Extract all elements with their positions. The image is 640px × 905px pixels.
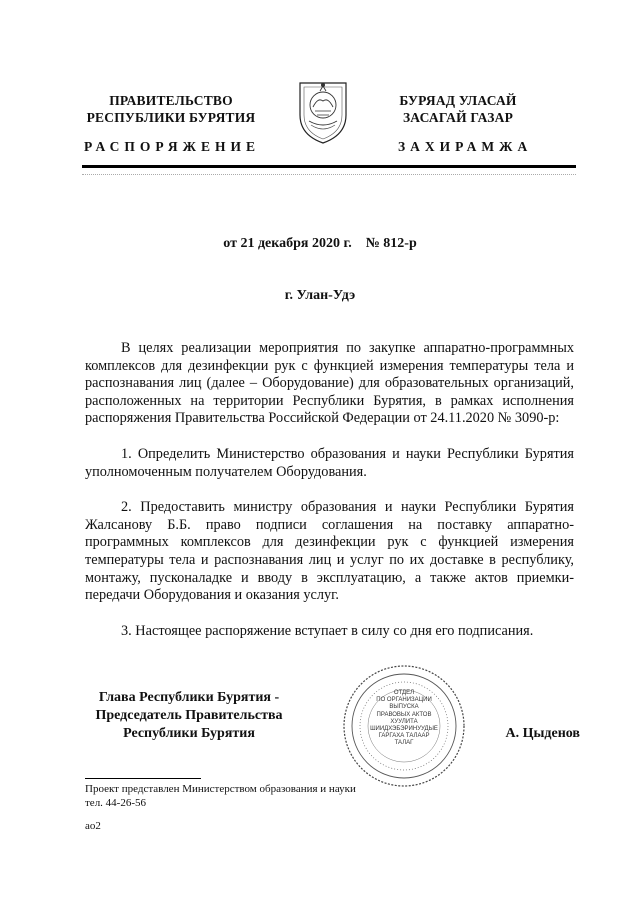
footer-code: ао2 — [85, 820, 101, 832]
item-3-paragraph: 3. Настоящее распоряжение вступает в силу со дня его подписания. — [121, 622, 534, 639]
signatory-position-line1: Глава Республики Бурятия - — [98, 690, 280, 705]
header-rule-thick — [82, 165, 576, 168]
government-title-bua — [378, 92, 538, 126]
footer-phone: тел. 44-26-56 — [85, 797, 147, 809]
government-title-ru — [78, 92, 264, 126]
coat-of-arms-icon — [296, 77, 350, 145]
stamp-text-7: ГАРГАХА ТАЛААР — [378, 733, 430, 740]
stamp-text-1: ОТДЕЛ — [393, 690, 415, 696]
order-body — [85, 340, 574, 640]
government-title-ru-line2: РЕСПУБЛИКИ БУРЯТИЯ — [86, 110, 256, 125]
stamp-text-6: ШИИДХЭБЭРИНУУДЫЕ — [370, 726, 438, 733]
order-city: г. Улан-Удэ — [284, 288, 356, 303]
footer-note: Проект представлен Министерством образования и науки — [85, 783, 356, 795]
doc-type-bua: ЗАХИРАМЖА — [398, 139, 533, 154]
stamp-text-4: ПРАВОВЫХ АКТОВ — [376, 711, 432, 718]
signatory-position-line3: Республики Бурятия — [123, 726, 255, 741]
stamp-text-2: ПО ОРГАНИЗАЦИИ — [376, 697, 432, 704]
footer-rule — [85, 778, 201, 779]
header-rule-dotted — [82, 174, 576, 175]
signatory-position-line2: Председатель Правительства — [95, 708, 283, 723]
government-title-bua-line2: ЗАСАГАЙ ГАЗАР — [402, 110, 514, 125]
stamp-text-8: ТАЛАГ — [394, 740, 414, 747]
preamble-paragraph: В целях реализации мероприятия по закупке аппаратно-программных комплексов для дезинфекции рук с функцией измерения температуры тела и распознавания лиц (далее – Оборудование) для образовательных организаций, расположенных на территории Республики Бурятия, в рамках исполнения распоряжения Правительства Российской Федерации от 24.11.2020 № 3090-р: — [85, 340, 574, 427]
signatory-position — [78, 689, 300, 743]
government-title-ru-line1: ПРАВИТЕЛЬСТВО — [109, 93, 233, 108]
order-date-number: от 21 декабря 2020 г. № 812-р — [223, 236, 417, 251]
official-stamp — [340, 662, 468, 790]
item-1-paragraph: 1. Определить Министерство образования и науки Республики Бурятия уполномоченным получателем Оборудования. — [85, 445, 574, 480]
item-2-paragraph: 2. Предоставить министру образования и науки Республики Бурятия Жалсанову Б.Б. право подписи соглашения на поставку аппаратно-программных комплексов для дезинфекции рук с функцией измерения температуры тела и распознавания лиц и услуг по их доставке в республику, монтажу, пусконаладке и вводу в эксплуатацию, а также актов приемки-передачи Оборудования и оказания услуг. — [85, 499, 574, 604]
stamp-text-5: ХУУЛИТА — [390, 718, 418, 725]
stamp-text-3: ВЫПУСКА — [389, 704, 419, 711]
doc-type-ru: РАСПОРЯЖЕНИЕ — [84, 139, 261, 154]
signatory-name: А. Цыденов — [505, 726, 580, 741]
government-title-bua-line1: БУРЯАД УЛАСАЙ — [399, 93, 517, 108]
